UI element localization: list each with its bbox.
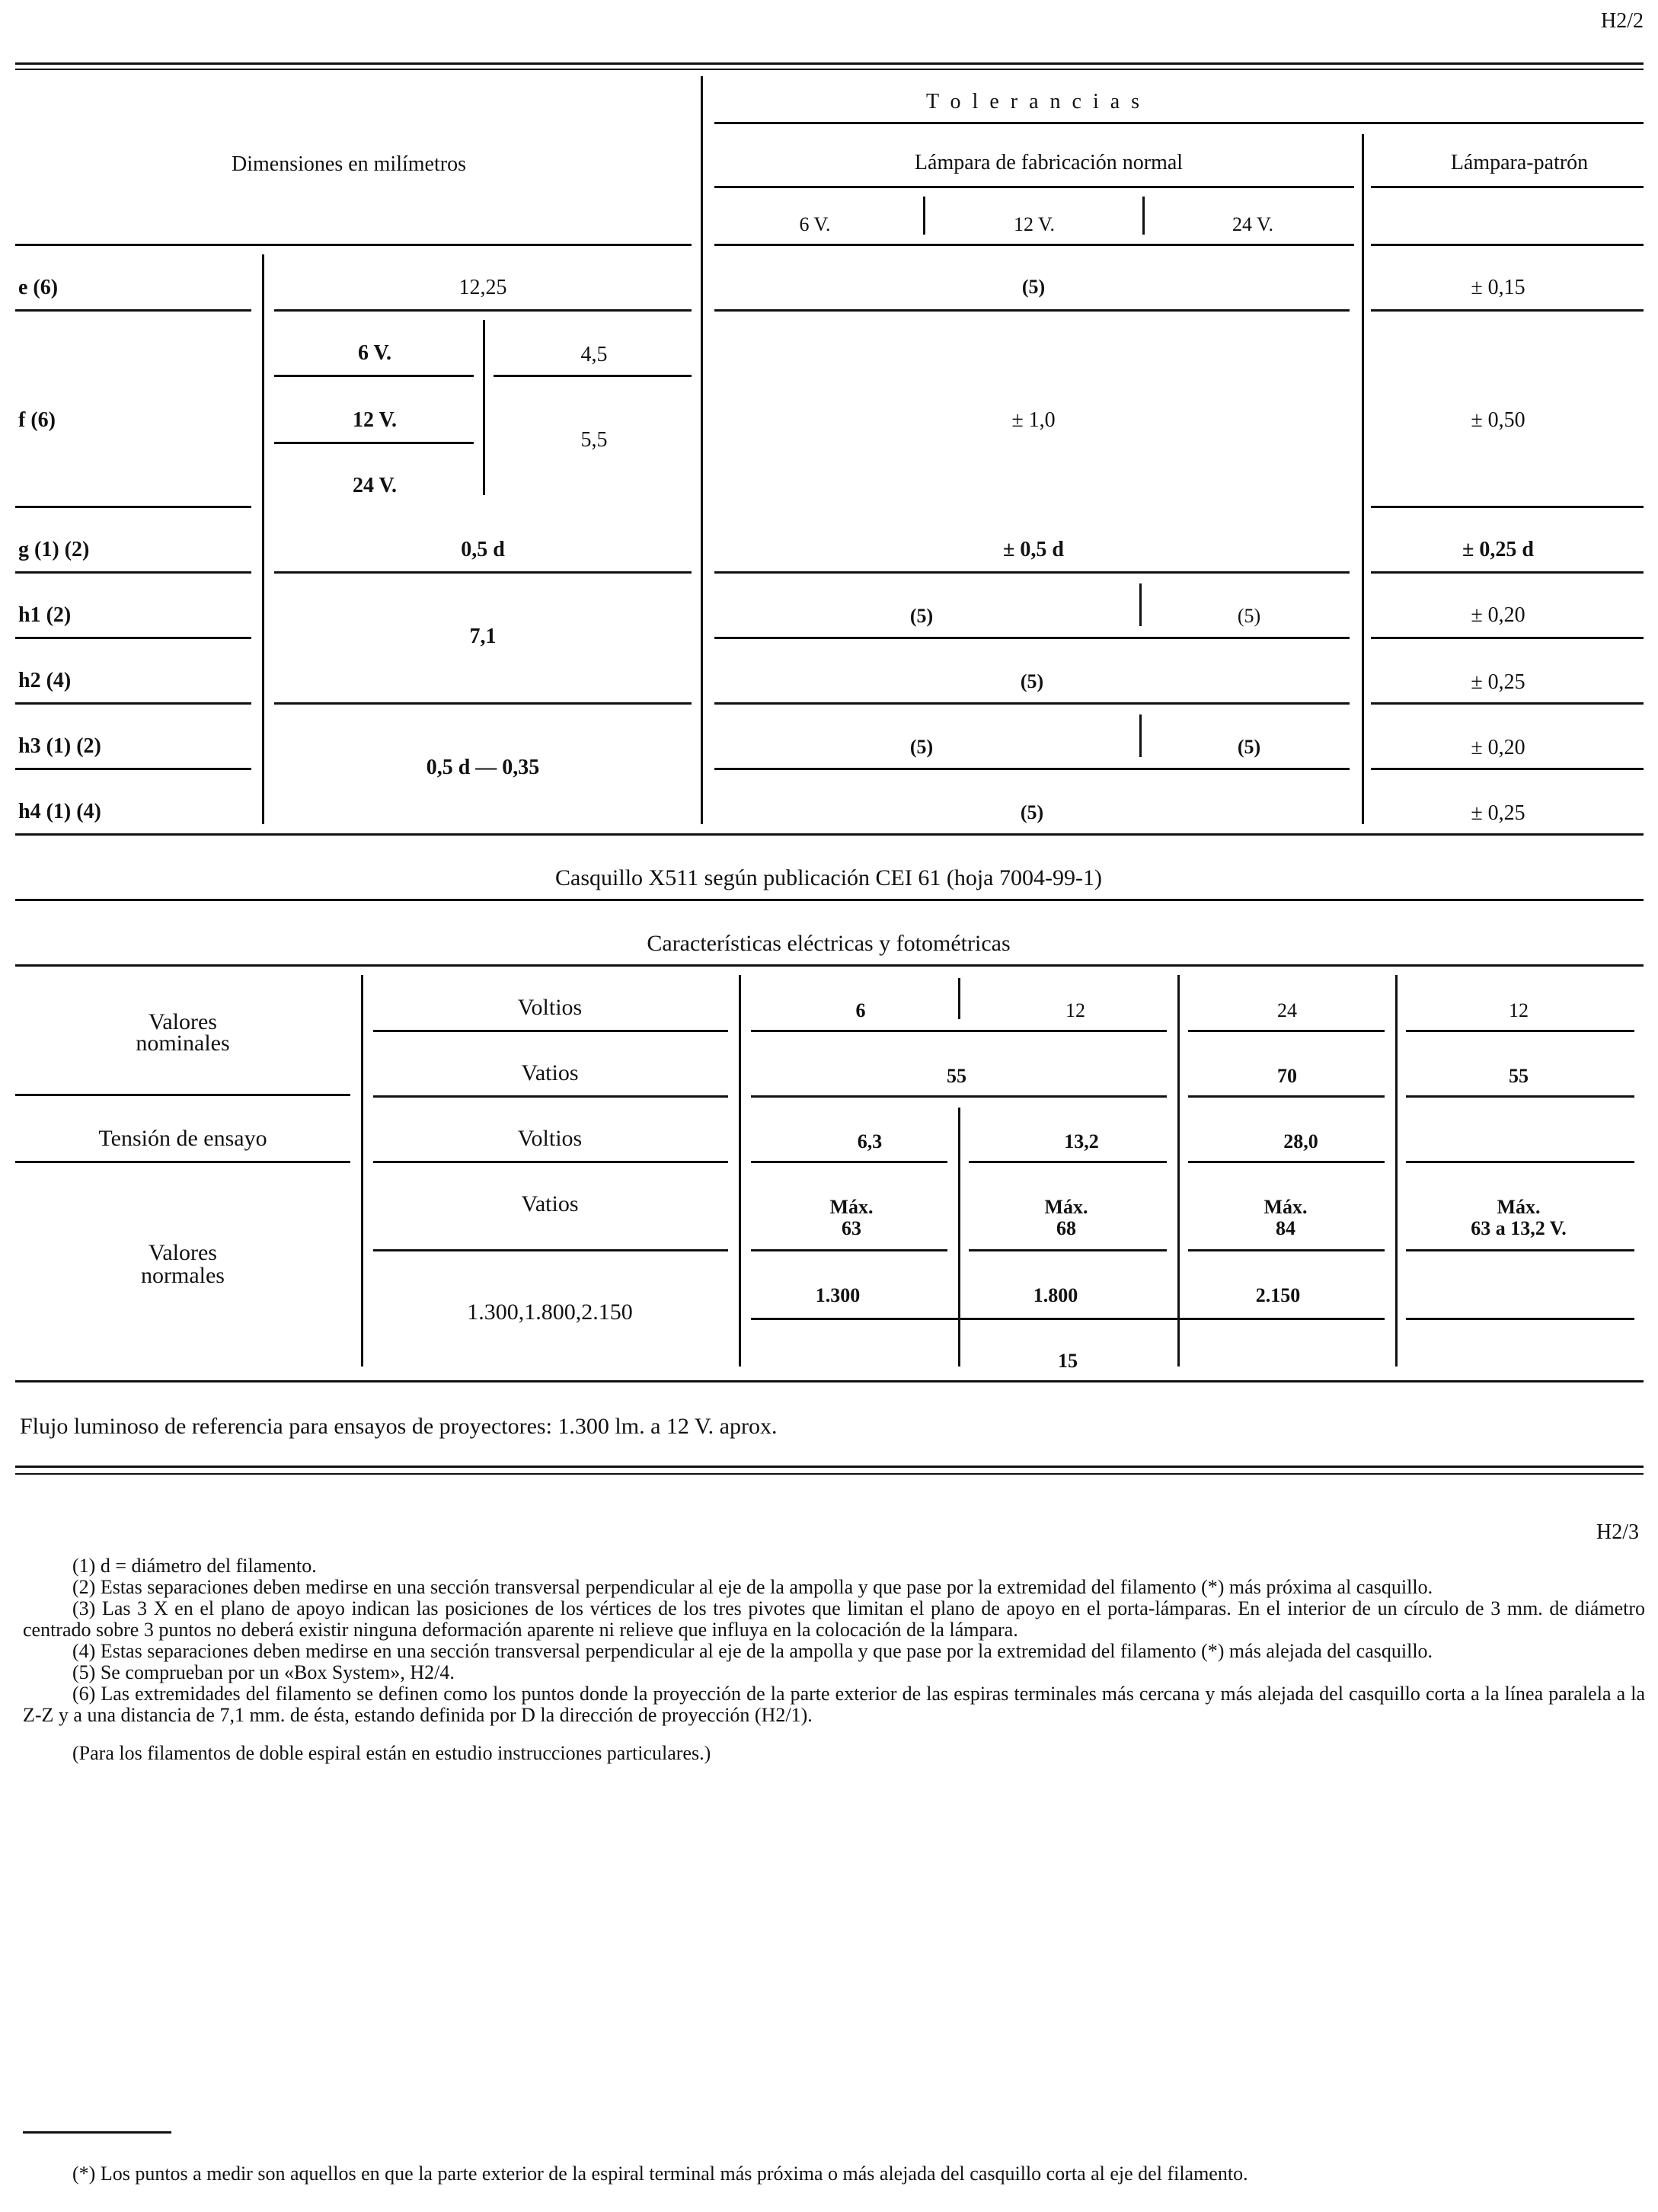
rule <box>15 1466 1644 1468</box>
row-g-normal: ± 0,5 d <box>1003 538 1064 561</box>
rule <box>1406 1095 1634 1098</box>
rule <box>1188 1161 1385 1163</box>
nominal-watts-6-12: 55 <box>947 1065 966 1087</box>
row-h1-normal-b: (5) <box>1237 605 1261 627</box>
max-watts-12: 68 <box>1056 1217 1076 1239</box>
row-h2-normal: (5) <box>1020 670 1044 692</box>
nominal-watts-24: 70 <box>1277 1065 1297 1087</box>
rule <box>751 1249 947 1251</box>
rule <box>373 1249 728 1251</box>
flux-12: 1.800 <box>1033 1284 1078 1306</box>
rule <box>15 1380 1644 1382</box>
row-f-label: f (6) <box>18 408 56 432</box>
max-watts-24: 84 <box>1276 1217 1295 1239</box>
row-f-dim-12-24v: 5,5 <box>580 428 608 452</box>
rule <box>15 833 1644 836</box>
row-f-12v: 12 V. <box>352 408 398 432</box>
rule <box>1371 186 1644 188</box>
reference-flux-note: Flujo luminoso de referencia para ensayos de proyectores: 1.300 lm. a 12 V. aprox. <box>20 1414 778 1439</box>
max-watts-patron: 63 a 13,2 V. <box>1471 1217 1567 1239</box>
rule <box>373 1161 728 1163</box>
rule <box>1362 134 1364 824</box>
rule <box>969 1249 1167 1251</box>
row-g-label: g (1) (2) <box>18 538 90 561</box>
row-h1-normal-a: (5) <box>909 605 934 627</box>
rule <box>969 1161 1167 1163</box>
note-1: (1) d = diámetro del filamento. <box>72 1555 317 1577</box>
rule <box>1177 975 1180 1367</box>
max-label-24: Máx. <box>1263 1196 1308 1218</box>
rule <box>958 1108 960 1367</box>
rule <box>714 702 1350 705</box>
rule <box>1371 244 1644 246</box>
row-h4-patron: ± 0,25 <box>1471 801 1525 825</box>
casquillo-note: Casquillo X511 según publicación CEI 61 (hoja 7004-99-1) <box>555 865 1102 890</box>
row-h4-label: h4 (1) (4) <box>18 800 101 823</box>
row-e-normal: (5) <box>1021 276 1046 298</box>
nominal-volt-24: 24 <box>1277 999 1297 1021</box>
rule <box>714 768 1350 770</box>
rule <box>1406 1030 1634 1032</box>
rule <box>714 186 1354 188</box>
rule <box>274 375 474 377</box>
valores-normales-label: Valores normales <box>141 1240 225 1288</box>
rule <box>1406 1161 1634 1163</box>
normal-watts-label: Vatios <box>521 1191 579 1216</box>
rule <box>15 964 1644 967</box>
rule <box>1406 1318 1634 1320</box>
patron-lamp-header: Lámpara-patrón <box>1450 151 1589 174</box>
rule <box>483 320 485 495</box>
rule <box>15 1094 350 1096</box>
test-volts-label: Voltios <box>517 1126 583 1151</box>
rule <box>1142 197 1145 235</box>
row-h1-patron: ± 0,20 <box>1471 603 1525 627</box>
rule <box>373 1095 728 1098</box>
flux-label: 1.300,1.800,2.150 <box>467 1299 633 1325</box>
patron-volt-12: 12 <box>1509 999 1529 1021</box>
row-h3-h4-dim: 0,5 d — 0,35 <box>426 756 540 779</box>
patron-watts: 55 <box>1509 1065 1529 1087</box>
rule <box>15 899 1644 901</box>
dimensions-header: Dimensiones en milímetros <box>232 152 466 176</box>
rule <box>1371 506 1644 508</box>
page-ref-top: H2/2 <box>1601 9 1644 33</box>
normal-lamp-header: Lámpara de fabricación normal <box>914 151 1184 174</box>
max-label-12: Máx. <box>1044 1196 1088 1218</box>
rule <box>923 197 925 235</box>
rule <box>739 975 741 1367</box>
rule <box>15 702 251 705</box>
rule <box>15 1161 350 1163</box>
note-6: (6) Las extremidades del filamento se definen como los puntos donde la proyección de la parte exterior de las espiras terminales más cercana y más alejada del casquillo corta a la línea paralela a la Z-Z y a una distancia de 7,1 mm. de ésta, estando definida por D la dirección de proyección (H2/1). <box>23 1683 1645 1726</box>
row-g-dim: 0,5 d <box>461 538 505 561</box>
rule <box>15 69 1644 70</box>
rule <box>15 1473 1644 1475</box>
page-ref-mid: H2/3 <box>1596 1520 1639 1544</box>
rule <box>274 309 692 312</box>
footnote-block <box>23 2163 1645 2185</box>
row-f-24v: 24 V. <box>352 474 398 497</box>
rule <box>15 309 251 312</box>
volt-6-header: 6 V. <box>799 213 831 235</box>
nominal-volt-12: 12 <box>1065 999 1085 1021</box>
row-e-label: e (6) <box>18 276 59 299</box>
rule <box>1188 1030 1385 1032</box>
row-f-patron: ± 0,50 <box>1471 408 1525 432</box>
rule <box>958 978 960 1019</box>
nominal-volts-label: Voltios <box>517 995 583 1020</box>
row-e-dim: 12,25 <box>458 276 507 299</box>
footnote: (*) Los puntos a medir son aquellos en que la parte exterior de la espiral terminal más próxima o más alejada del casquillo corta al eje del filamento. <box>72 2162 1248 2185</box>
note-4: (4) Estas separaciones deben medirse en una sección transversal perpendicular al eje de la ampolla y que pase por la extremidad del filamento (*) más alejada del casquillo. <box>72 1640 1433 1662</box>
rule <box>373 1030 728 1032</box>
row-h1-h2-dim: 7,1 <box>469 625 497 648</box>
row-f-6v: 6 V. <box>357 341 392 365</box>
row-g-patron: ± 0,25 d <box>1462 538 1534 561</box>
row-h3-label: h3 (1) (2) <box>18 734 101 758</box>
volt-24-header: 24 V. <box>1232 213 1273 235</box>
rule <box>15 571 251 574</box>
rule <box>15 768 251 770</box>
note-3: (3) Las 3 X en el plano de apoyo indican las posiciones de los vértices de los tres pivotes que limitan el plano de apoyo en el porta-lámparas. En el interior de un círculo de 3 mm. de diámetro centrado sobre 3 puntos no deberá existir ninguna deformación aparente ni relieve que influya en la colocación de la lámpara. <box>23 1597 1645 1641</box>
rule <box>361 975 363 1367</box>
row-h2-patron: ± 0,25 <box>1471 670 1525 694</box>
rule <box>701 76 703 824</box>
rule <box>15 62 1644 65</box>
rule <box>274 442 474 444</box>
test-volt-6: 6,3 <box>857 1130 883 1152</box>
note-2: (2) Estas separaciones deben medirse en una sección transversal perpendicular al eje de la ampolla y que pase por la extremidad del filamento (*) más próxima al casquillo. <box>72 1576 1433 1598</box>
rule <box>1406 1249 1634 1251</box>
study-note: (Para los filamentos de doble espiral están en estudio instrucciones particulares.) <box>72 1742 711 1764</box>
electrical-title: Características eléctricas y fotométricas <box>647 931 1011 956</box>
notes-block <box>23 1555 1645 1764</box>
rule <box>751 1318 1385 1320</box>
rule <box>1371 702 1644 705</box>
volt-12-header: 12 V. <box>1014 213 1055 235</box>
row-f-dim-6v: 4,5 <box>580 343 608 366</box>
rule <box>15 506 251 508</box>
tension-ensayo-label: Tensión de ensayo <box>98 1126 267 1151</box>
rule <box>262 254 264 824</box>
rule <box>1395 975 1398 1367</box>
nominal-watts-label: Vatios <box>521 1060 579 1085</box>
rule <box>274 702 692 705</box>
rule <box>714 637 1350 639</box>
row-e-patron: ± 0,15 <box>1471 276 1525 299</box>
rule <box>1371 309 1644 312</box>
row-h3-patron: ± 0,20 <box>1471 736 1525 759</box>
row-h1-label: h1 (2) <box>18 603 72 627</box>
rule <box>714 309 1350 312</box>
valores-nominales-label: Valores nominales <box>136 1009 230 1056</box>
row-h3-normal-b: (5) <box>1237 736 1261 758</box>
flux-tolerance: 15 <box>1058 1350 1078 1372</box>
tolerancias-header: T o l e r a n c i a s <box>925 90 1143 113</box>
test-volt-12: 13,2 <box>1064 1130 1099 1152</box>
max-watts-6: 63 <box>842 1217 861 1239</box>
rule <box>751 1095 1167 1098</box>
rule <box>751 1030 1167 1032</box>
max-label-patron: Máx. <box>1497 1196 1541 1218</box>
rule <box>1371 637 1644 639</box>
rule <box>714 122 1644 124</box>
rule <box>1188 1249 1385 1251</box>
rule <box>15 244 692 246</box>
rule <box>15 637 251 639</box>
note-5: (5) Se comprueban por un «Box System», H2/4. <box>72 1661 455 1683</box>
row-h4-normal: (5) <box>1020 801 1044 823</box>
footnote-rule <box>23 2131 171 2134</box>
max-label-6: Máx. <box>829 1196 874 1218</box>
test-volt-24: 28,0 <box>1283 1130 1318 1152</box>
row-h2-label: h2 (4) <box>18 669 72 692</box>
rule <box>1139 714 1142 757</box>
rule <box>751 1161 947 1163</box>
flux-6: 1.300 <box>815 1284 861 1306</box>
rule <box>1139 583 1142 626</box>
rule <box>1371 768 1644 770</box>
rule <box>274 571 692 574</box>
rule <box>1188 1095 1385 1098</box>
row-f-normal: ± 1,0 <box>1011 408 1056 432</box>
rule <box>714 571 1350 574</box>
rule <box>1371 571 1644 574</box>
flux-24: 2.150 <box>1255 1284 1301 1306</box>
rule <box>714 244 1354 246</box>
rule <box>494 375 692 377</box>
row-h3-normal-a: (5) <box>909 736 934 758</box>
nominal-volt-6: 6 <box>855 999 866 1021</box>
